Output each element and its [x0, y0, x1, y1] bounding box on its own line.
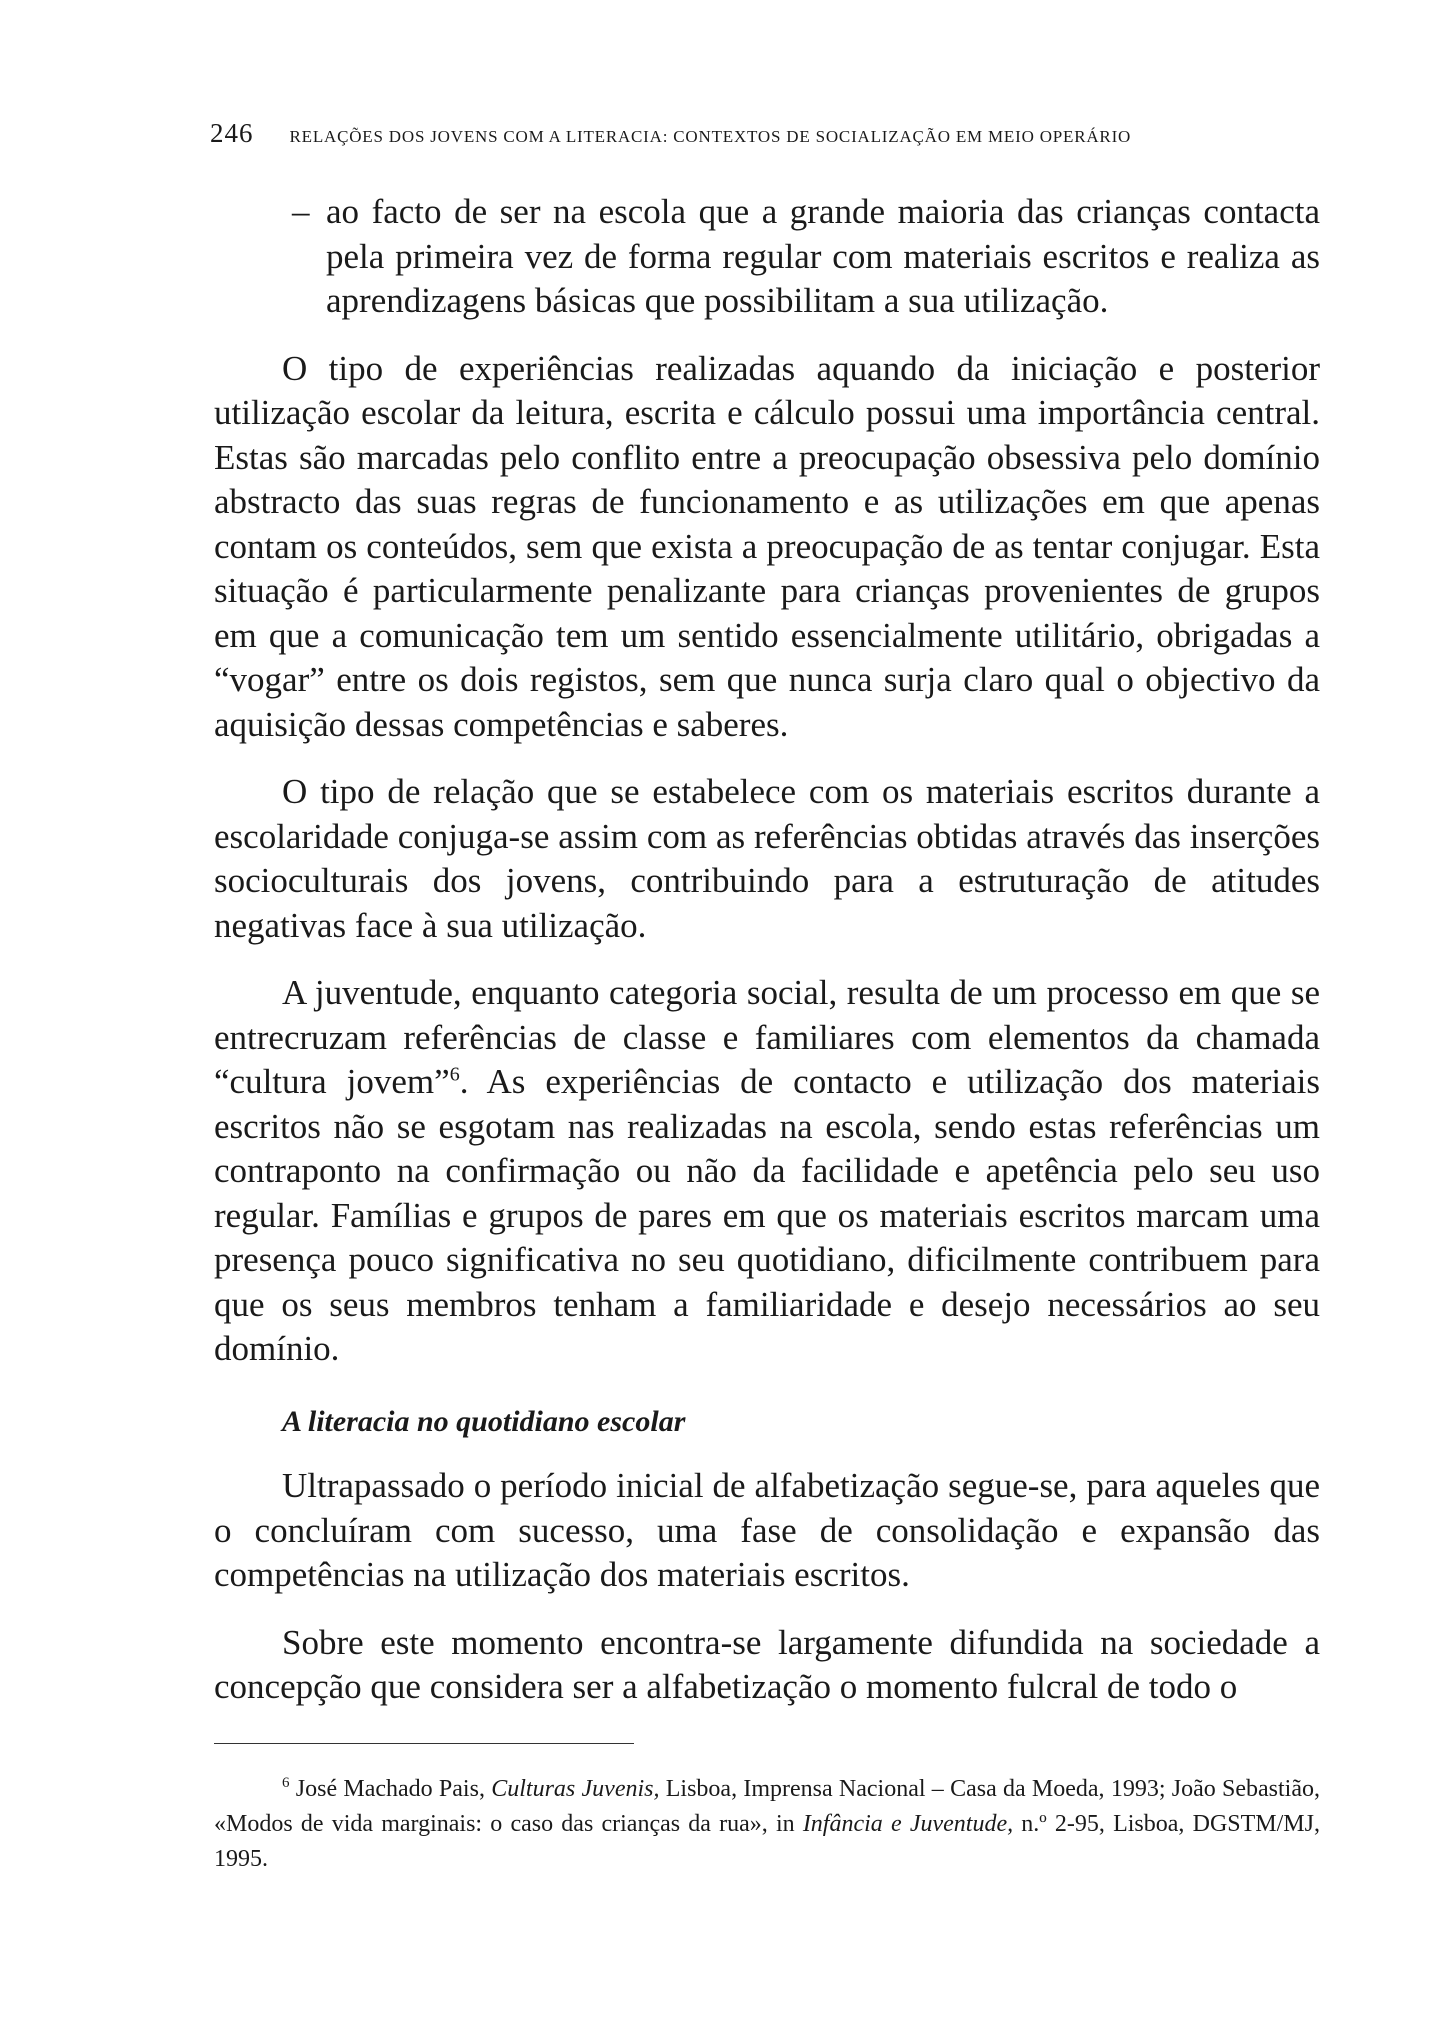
list-item-text: ao facto de ser na escola que a grande maioria das crianças contacta pela primeira vez de forma regular com materiais escritos e realiza as aprendizagens básicas que possibilitam a sua utilização.: [326, 192, 1320, 320]
section-heading: A literacia no quotidiano escolar: [282, 1404, 686, 1438]
body-text: [214, 190, 1320, 1733]
paragraph-4: Ultrapassado o período inicial de alfabetização segue-se, para aqueles que o concluíram com sucesso, uma fase de consolidação e expansão das competências na utilização dos materiais escritos.: [214, 1466, 1320, 1594]
paragraph-3-text-b: . As experiências de contacto e utilização dos materiais escritos não se esgotam nas realizadas na escola, sendo estas referências um contraponto na confirmação ou não da facilidade e apetência pelo seu uso regular. Famílias e grupos de pares em que os materiais escritos marcam uma presença pouco significativa no seu quotidiano, dificilmente contribuem para que os seus membros tenham a familiaridade e desejo necessários ao seu domínio.: [214, 1062, 1320, 1368]
paragraph-1: O tipo de experiências realizadas aquando da iniciação e posterior utilização escolar da leitura, escrita e cálculo possui uma importância central. Estas são marcadas pelo conflito entre a preocupação obsessiva pelo domínio abstracto das suas regras de funcionamento e as utilizações em que apenas contam os conteúdos, sem que exista a preocupação de as tentar conjugar. Esta situação é particularmente penalizante para crianças provenientes de grupos em que a comunicação tem um sentido essencialmente utilitário, obrigadas a “vogar” entre os dois registos, sem que nunca surja claro qual o objectivo da aquisição dessas competências e saberes.: [214, 348, 1320, 744]
list-dash: –: [292, 192, 310, 231]
footnote-title-1: Culturas Juvenis,: [491, 1776, 660, 1802]
footnote-number: 6: [282, 1775, 290, 1791]
footnote-part-1: José Machado Pais,: [289, 1776, 492, 1802]
list-item: [214, 190, 1320, 324]
paragraph-2: O tipo de relação que se estabelece com os materiais escritos durante a escolaridade conjuga-se assim com as referências obtidas através das inserções socioculturais dos jovens, contribuindo para a estruturação de atitudes negativas face à sua utilização.: [214, 772, 1320, 945]
footnote-text: [214, 1772, 1320, 1877]
footnote-part-2: Lisboa, Imprensa Nacional – Casa da Moeda, 1993; João Sebastião, «Modos de vida marginais: o caso das crianças da rua», in: [214, 1776, 1320, 1837]
footnote-part-3: n.º 2-95, Lisboa, DGSTM/MJ, 1995.: [214, 1811, 1320, 1872]
page-number: 246: [210, 118, 254, 148]
paragraph-3: [214, 971, 1320, 1372]
running-head: [210, 118, 1270, 148]
footnote-divider: [214, 1743, 634, 1744]
paragraph-3-text-a: A juventude, enquanto categoria social, resulta de um processo em que se entrecruzam referências de classe e familiares com elementos da chamada “cultura jovem”: [214, 973, 1320, 1101]
footnote-title-2: Infância e Juventude,: [802, 1811, 1014, 1837]
footnote: [214, 1772, 1320, 1877]
running-title: RELAÇÕES DOS JOVENS COM A LITERACIA: CONTEXTOS DE SOCIALIZAÇÃO EM MEIO OPERÁRIO: [289, 127, 1132, 146]
paragraph-5: Sobre este momento encontra-se largamente difundida na sociedade a concepção que considera ser a alfabetização o momento fulcral de todo o: [214, 1622, 1320, 1706]
footnote-reference: 6: [449, 1063, 460, 1086]
